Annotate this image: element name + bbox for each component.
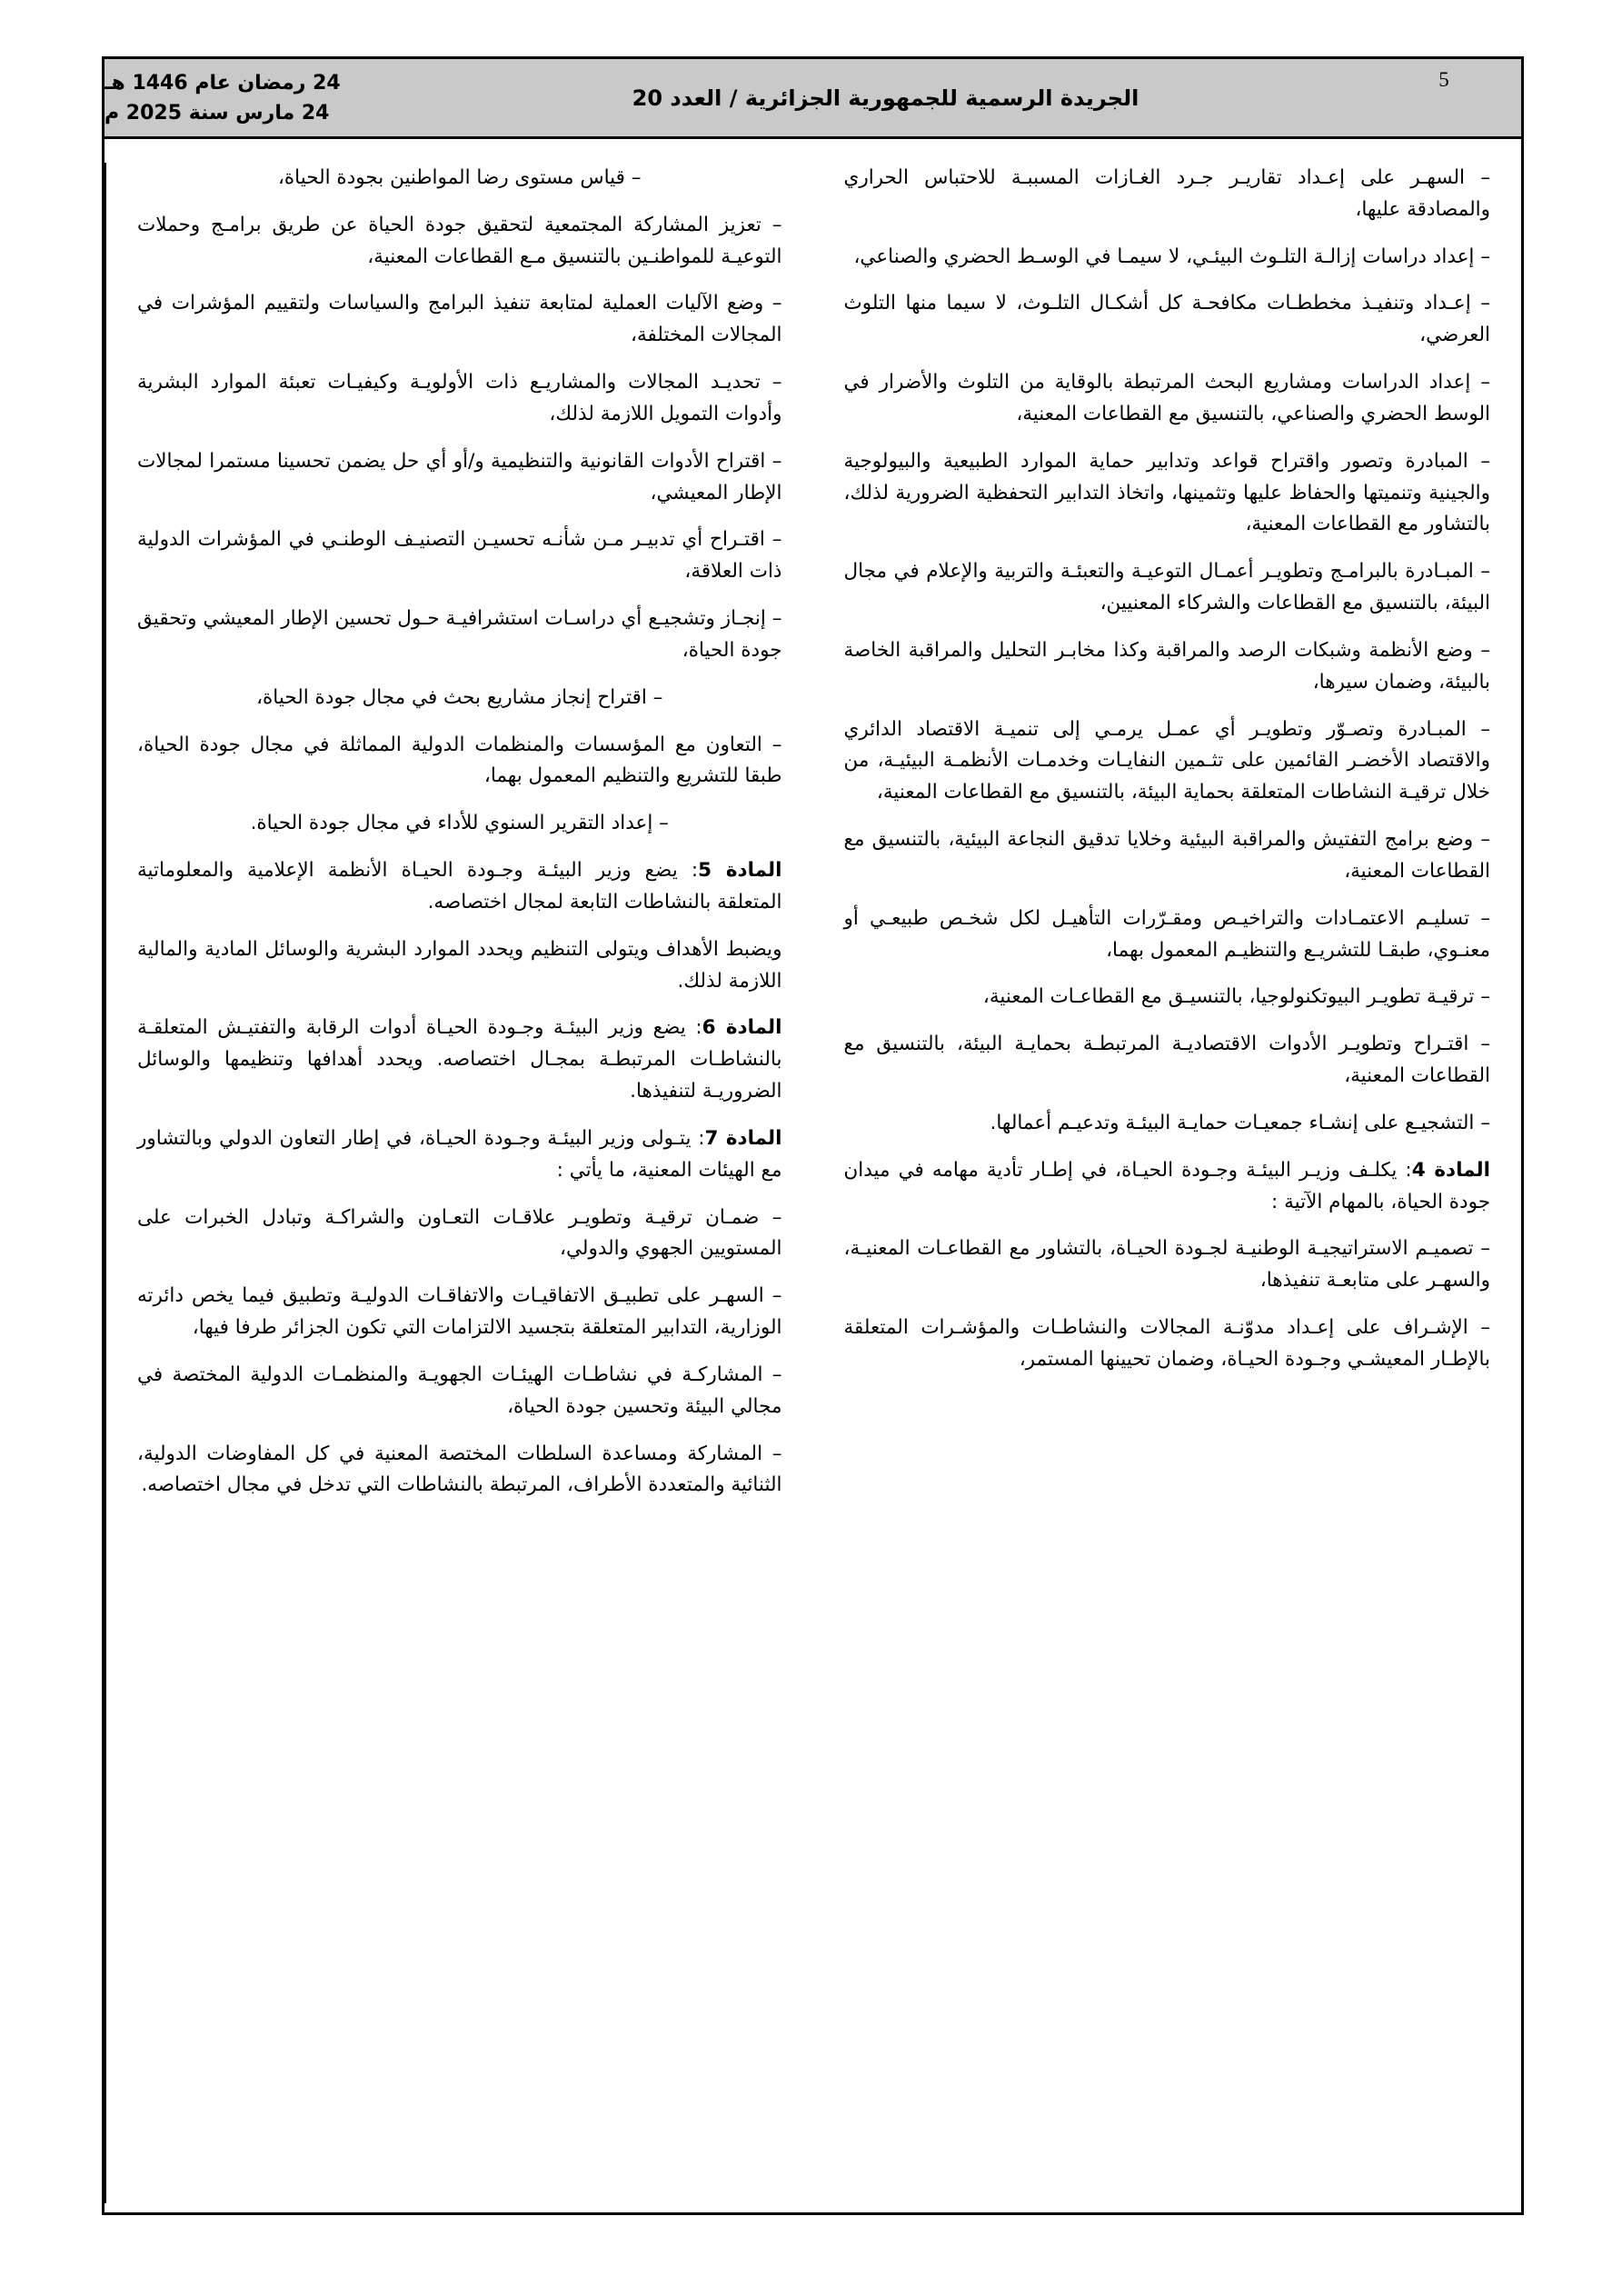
journal-title: الجريدة الرسمية للجمهورية الجزائرية / العدد 20 [632, 85, 1139, 111]
article-paragraph [844, 1155, 1491, 1219]
header-dates [104, 59, 404, 136]
paragraph: – إعداد الدراسات ومشاريع البحث المرتبطة بالوقاية من التلوث والأضرار في الوسط الحضري والصناعي، بالتنسيق مع القطاعات المعنية، [843, 371, 1490, 425]
date-hijri: 24 رمضان عام 1446 هـ [104, 71, 341, 95]
paragraph: – إعـداد وتنفيـذ مخططـات مكافحـة كل أشكـال التلـوث، لا سيما منها التلوث العرضي، [843, 292, 1490, 347]
article-text: : يكلـف وزيـر البيئـة وجـودة الحيـاة، في إطـار تأدية مهامه في ميدان جودة الحياة، بالمهام الآتية : [843, 1158, 1490, 1213]
article-text: : يتـولى وزير البيئـة وجـودة الحيـاة، في إطار التعاون الدولي وبالتشاور مع الهيئات المعنية، ما يأتي : [137, 1126, 782, 1182]
paragraph: – ترقيـة تطويـر البيوتكنولوجيا، بالتنسيـق مع القطاعـات المعنية، [982, 985, 1490, 1009]
paragraph: – وضع الأنظمة وشبكات الرصد والمراقبة وكذا مخابـر التحليل والمراقبة الخاصة بالبيئة، وضمان سيرها، [843, 638, 1490, 694]
article-text: : يضع وزير البيئـة وجـودة الحيـاة أدوات الرقابة والتفتيـش المتعلقـة بالنشاطـات المرتبطـة بمجـال اختصاصه. ويحدد أهدافها وتنظيمها والوسائل الضروريـة لتنفيذها. [137, 1016, 782, 1103]
page-number: 5 [1438, 68, 1449, 91]
page-body [104, 139, 1521, 2212]
article-label: المادة 5 [698, 859, 782, 883]
paragraph: – تعزيز المشاركة المجتمعية لتحقيق جودة الحياة عن طريق برامـج وحملات التوعيـة للمواطنـين بالتنسيق مـع القطاعات المعنية، [137, 213, 782, 268]
page-header [104, 59, 1521, 139]
paragraph: – الإشـراف على إعـداد مدوّنـة المجالات والنشاطـات والمؤشـرات المتعلقة بالإطـار المعيشـي وجـودة الحيـاة، وضمان تحيينها المستمر، [843, 1316, 1490, 1371]
paragraph: – السهـر على إعـداد تقاريـر جـرد الغـازات المسببـة للاحتباس الحراري والمصادقة عليها، [843, 166, 1490, 221]
paragraph: ويضبط الأهداف ويتولى التنظيم ويحدد الموارد البشرية والوسائل المادية والمالية اللازمة لذلك. [137, 937, 782, 993]
date-gregorian: 24 مارس سنة 2025 م [104, 101, 330, 125]
paragraph: – تسليـم الاعتمـادات والتراخيـص ومقـرّرات التأهيـل لكل شخـص طبيعـي أو معنـوي، طبقـا للتشريـع والتنظيـم المعمول بهما، [843, 906, 1490, 962]
journal-page [102, 56, 1524, 2215]
paragraph: – المبادرة وتصور واقتراح قواعد وتدابير حماية الموارد الطبيعية والبيولوجية والجينية وتنميتها والحفاظ عليها وتثمينها، واتخاذ التدابير التحفظية الضرورية لذلك، بالتشاور مع القطاعات المعنية، [843, 449, 1490, 536]
paragraph: – التعاون مع المؤسسات والمنظمات الدولية المماثلة في مجال جودة الحياة، طبقا للتشريع والتنظيم المعمول بهما، [137, 733, 782, 788]
paragraph: – المشاركة ومساعدة السلطات المختصة المعنية في كل المفاوضات الدولية، الثنائية والمتعددة الأطراف، المرتبطة بالنشاطات التي تدخل في مجال اختصاصه. [137, 1442, 782, 1497]
paragraph: – ضمـان ترقيـة وتطويـر علاقـات التعـاون والشراكـة وتبادل الخبرات على المستويين الجهوي والدولي، [137, 1205, 782, 1261]
paragraph: – المبـادرة بالبرامـج وتطويـر أعمـال التوعيـة والتعبئـة والتربية والإعلام في مجال البيئة، بالتنسيق مع القطاعات والشركاء المعنيين، [843, 560, 1490, 615]
paragraph: – تحديـد المجالات والمشاريـع ذات الأولويـة وكيفيـات تعبئة الموارد البشرية وأدوات التمويل اللازمة لذلك، [137, 371, 782, 425]
paragraph: – المبـادرة وتصـوّر وتطويـر أي عمـل يرمـي إلى تنميـة الاقتصاد الدائري والاقتصاد الأخضـر القائمين على تثـمين النفايـات وخدمـات الأنظمـة البيئيـة، من خلال ترقيـة النشاطات المتعلقة بحماية البيئة، بالتنسيق مع القطاعات المعنية، [843, 717, 1490, 804]
paragraph: – وضع الآليات العملية لمتابعة تنفيذ البرامج والسياسات ولتقييم المؤشرات في المجالات المختلفة، [137, 292, 782, 347]
article-paragraph [137, 1013, 782, 1107]
column-left [104, 163, 813, 2203]
paragraph: – قياس مستوى رضا المواطنين بجودة الحياة، [277, 166, 642, 189]
paragraph: – التشجيـع على إنشـاء جمعيـات حمايـة البيئـة وتدعيـم أعمالها. [990, 1111, 1490, 1134]
article-text: : يضع وزير البيئـة وجـودة الحيـاة الأنظمة الإعلامية والمعلوماتية المتعلقة بالنشاطات التابعة لمجال اختصاصه. [137, 859, 782, 913]
paragraph: – المشاركـة في نشاطـات الهيئـات الجهويـة والمنظمـات الدولية المختصة في مجالي البيئة وتحسين جودة الحياة، [137, 1363, 782, 1418]
paragraph: – اقتـراح أي تدبيـر مـن شأنـه تحسيـن التصنيـف الوطنـي في المؤشرات الدولية ذات العلاقة، [137, 528, 782, 584]
article-label: المادة 6 [702, 1016, 782, 1040]
paragraph: – السهـر على تطبيـق الاتفاقيـات والاتفاقـات الدوليـة وتطبيق فيما يخص دائرته الوزارية، التدابير المتعلقة بتجسيد الالتزامات التي تكون الجزائر طرفا فيها، [137, 1284, 782, 1340]
article-label: المادة 7 [704, 1126, 782, 1150]
paragraph: – وضع برامج التفتيش والمراقبة البيئية وخلايا تدقيق النجاعة البيئية، بالتنسيق مع القطاعات المعنية، [843, 828, 1490, 883]
paragraph: – إنجـاز وتشجيـع أي دراسـات استشرافيـة حـول تحسين الإطار المعيشي وتحقيق جودة الحياة، [137, 607, 782, 662]
paragraph: – اقتـراح وتطويـر الأدوات الاقتصاديـة المرتبطـة بحمايـة البيئة، بالتنسيق مع القطاعات المعنية، [843, 1033, 1490, 1088]
paragraph: – تصميـم الاستراتيجيـة الوطنيـة لجـودة الحيـاة، بالتشاور مع القطاعـات المعنيـة، والسهـر على متابعـة تنفيذها، [843, 1237, 1490, 1293]
paragraph: – اقتراح إنجاز مشاريع بحث في مجال جودة الحياة، [256, 685, 663, 709]
paragraph: – إعداد التقرير السنوي للأداء في مجال جودة الحياة. [250, 812, 669, 835]
article-label: المادة 4 [1411, 1158, 1490, 1182]
paragraph: – إعداد دراسات إزالـة التلـوث البيئـي، لا سيمـا في الوسـط الحضري والصناعي، [853, 245, 1490, 268]
column-right [813, 163, 1522, 2203]
article-paragraph [137, 855, 782, 919]
paragraph: – اقتراح الأدوات القانونية والتنظيمية و/أو أي حل يضمن تحسينا مستمرا لمجالات الإطار المعيشي، [137, 449, 782, 504]
article-paragraph [137, 1123, 782, 1187]
